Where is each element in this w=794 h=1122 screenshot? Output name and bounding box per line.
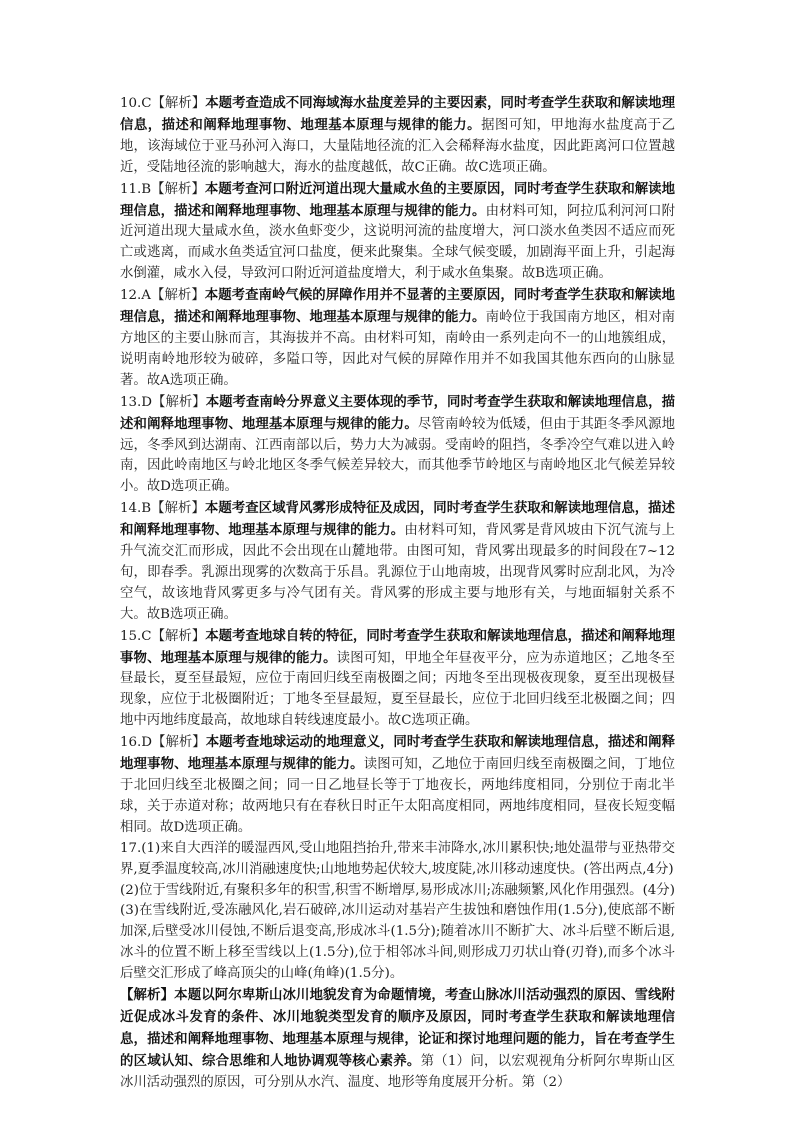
answer-13 <box>120 392 675 499</box>
answer-text: (3)在雪线附近,受冻融风化,岩石破碎,冰川运动对基岩产生拔蚀和磨蚀作用(1.5分),使底部不断加深,后壁受冰川侵蚀,不断后退变高,形成冰斗(1.5分);随着冰川不断扩大、冰斗后壁不断后退,冰斗的位置不断上移至雪线以上(1.5分),位于相邻冰斗间,则形成刀刃状山脊(刃脊),而多个冰斗后壁交汇形成了峰高顶尖的山峰(角峰)(1.5分)。 <box>120 903 675 982</box>
answer-summary: 本题考查河口附近河道出现大量咸水鱼的主要原因，同时考查学生获取和解读地理信息，描述和阐释地理事物、地理基本原理与规律的能力。 <box>120 180 676 219</box>
answer-summary: 本题考查南岭分界意义主要体现的季节，同时考查学生获取和解读地理信息，描述和阐释地理事物、地理基本原理与规律的能力。 <box>120 393 675 432</box>
analysis-document <box>120 93 675 1094</box>
answer-head: 14.B【解析】 <box>120 501 205 517</box>
answer-17-part2 <box>120 881 675 902</box>
answer-text: 尽管南岭较为低矮，但由于其距冬季风源地远，冬季风到达湖南、江西南部以后，势力大为减弱。受南岭的阻挡，冬季冷空气难以进入岭南，因此岭南地区与岭北地区冬季气候差异较大，而其他季节岭地区与南岭地区北气候差异较小。故D选项正确。 <box>120 416 676 495</box>
answer-text: 读图可知，甲地全年昼夜平分，应为赤道地区；乙地冬至昼最长，夏至昼最短，应位于南回归线至南极圈之间；丙地冬至出现极夜现象，夏至出现极昼现象，应位于北极圈附近；丁地冬至昼最短，夏至昼最长，应位于北回归线至北极圈之间；四地中丙地纬度最高，故地球自转线速度最小。故C选项正确。 <box>120 650 676 729</box>
answer-text: 17.(1)来自大西洋的暖湿西风,受山地阻挡抬升,带来丰沛降水,冰川累积快;地处温带与亚热带交界,夏季温度较高,冰川消融速度快;山地地势起伏较大,坡度陡,冰川移动速度快。(答出两点,4分) <box>120 840 675 877</box>
answer-text: 南岭位于我国南方地区，相对南方地区的主要山脉而言，其海拔并不高。由材料可知，南岭由一系列走向不一的山地簇组成，说明南岭地形较为破碎，多隘口等，因此对气候的屏障作用并不如我国其他东西向的山脉显著。故A选项正确。 <box>120 310 676 388</box>
answer-summary: 本题以阿尔卑斯山冰川地貌发育为命题情境，考查山脉冰川活动强烈的原因、雪线附近促成冰斗发育的条件、冰川地貌类型发育的顺序及原因，同时考查学生获取和解读地理信息，描述和阐释地理事物、地理基本原理与规律，论证和探讨地理问题的能力，旨在考查学生的区域认知、综合思维和人地协调观等核心素养。 <box>120 987 676 1069</box>
answer-head: 16.D【解析】 <box>120 735 206 751</box>
answer-head: 15.C【解析】 <box>120 628 206 644</box>
answer-17-analysis <box>120 985 675 1094</box>
answer-text: 据图可知，甲地海水盐度高于乙地，该海域位于亚马孙河入海口，大量陆地径流的汇入会稀释海水盐度，因此距离河口位置越近，受陆地径流的影响越大，海水的盐度越低，故C正确。故C选项正确。 <box>120 117 676 175</box>
answer-11 <box>120 179 675 286</box>
answer-summary: 本题考查南岭气候的屏障作用并不显著的主要原因，同时考查学生获取和解读地理信息，描述和阐释地理事物、地理基本原理与规律的能力。 <box>120 287 676 326</box>
answer-summary: 本题考查造成不同海域海水盐度差异的主要因素，同时考查学生获取和解读地理信息，描述和阐释地理事物、地理基本原理与规律的能力。 <box>120 95 675 133</box>
answer-text: 读图可知，乙地位于南回归线至南极圈之间，丁地位于北回归线至北极圈之间；同一日乙地昼长等于丁地夜长，两地纬度相同，分别位于南北半球，关于赤道对称；故两地只有在春秋日时正午太阳高度相同，两地纬度相同，昼夜长短变幅相同。故D选项正确。 <box>120 757 676 835</box>
answer-12 <box>120 285 675 392</box>
answer-10 <box>120 93 675 179</box>
answer-text: 由材料可知，阿拉瓜利河河口附近河道出现大量咸水鱼，淡水鱼虾变少，这说明河流的盐度增大，河口淡水鱼类因不适应而死亡或逃离，而咸水鱼类适宜河口盐度，便来此聚集。全球气候变暖，加剧海平面上升，引起海水倒灌，咸水入侵，导致河口附近河道盐度增大，利于咸水鱼集聚。故B选项正确。 <box>120 203 676 282</box>
answer-head: 10.C【解析】 <box>120 96 206 111</box>
answer-summary: 本题考查区域背风雾形成特征及成因，同时考查学生获取和解读地理信息，描述和阐释地理事物、地理基本原理与规律的能力。 <box>120 500 676 539</box>
answer-text: (2)位于雪线附近,有聚积多年的积雪,积雪不断增厚,易形成冰川;冻融频繁,风化作用强烈。(4分) <box>120 882 675 898</box>
answer-summary: 本题考查地球运动的地理意义，同时考查学生获取和解读地理信息，描述和阐释地理事物、地理基本原理与规律的能力。 <box>120 734 675 773</box>
answer-text: 第（1）问，以宏观视角分析阿尔卑斯山区冰川活动强烈的原因，可分别从水汽、温度、地形等角度展开分析。第（2） <box>120 1053 675 1090</box>
answer-17-part1 <box>120 839 675 881</box>
answer-head: 【解析】 <box>120 987 175 1004</box>
answer-head: 13.D【解析】 <box>120 394 206 410</box>
answer-head: 12.A【解析】 <box>120 288 205 304</box>
answer-16 <box>120 732 675 839</box>
answer-text: 由材料可知，背风雾是背风坡由下沉气流与上升气流交汇而形成，因此不会出现在山麓地带。由图可知，背风雾出现最多的时间段在7~12旬，即春季。乳源出现雾的次数高于乐昌。乳源位于山地南坡，出现背风雾时应刮北风，为冷空气，故该地背风雾更多与冷气团有关。背风雾的形成主要与地形有关，与地面辐射关系不大。故B选项正确。 <box>120 523 675 622</box>
answer-15 <box>120 626 675 733</box>
answer-head: 11.B【解析】 <box>120 181 205 197</box>
answer-17-part3 <box>120 901 675 985</box>
answer-summary: 本题考查地球自转的特征，同时考查学生获取和解读地理信息，描述和阐释地理事物、地理基本原理与规律的能力。 <box>120 627 675 666</box>
answer-14 <box>120 498 675 625</box>
